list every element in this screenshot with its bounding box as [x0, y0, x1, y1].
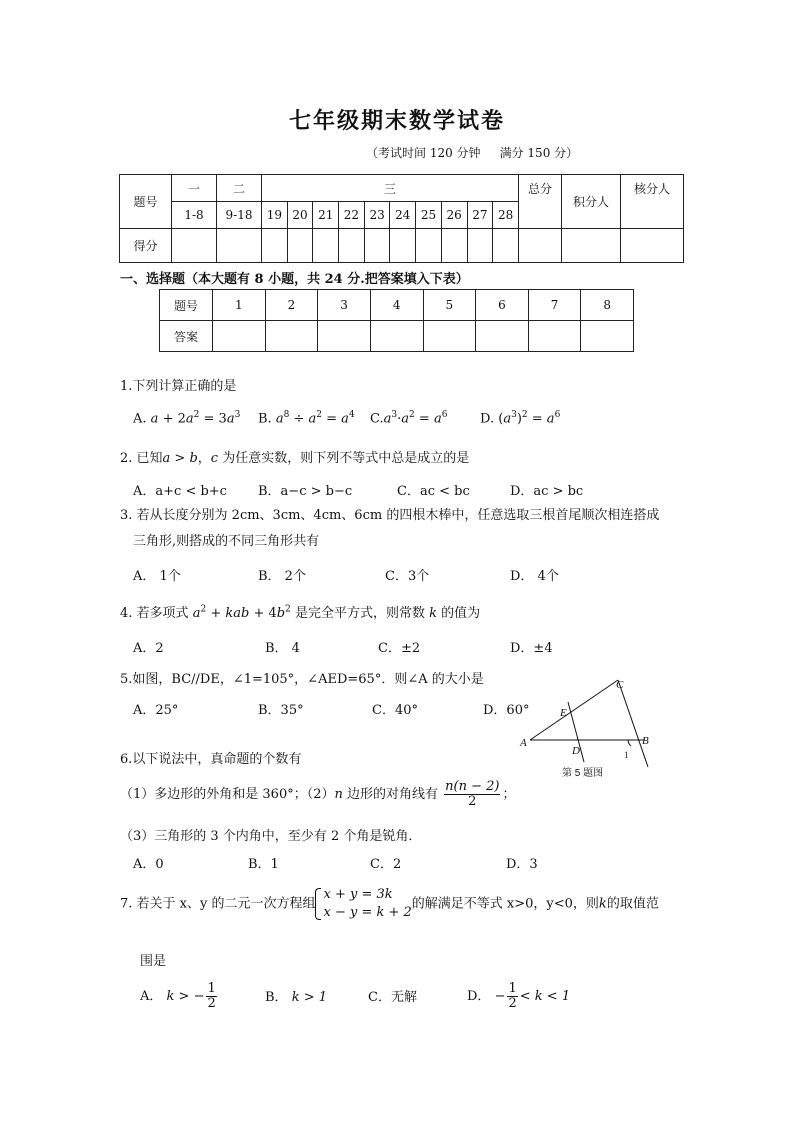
score-label-tihao: 题号 — [120, 175, 172, 229]
figure-caption: 第 5 题图 — [562, 768, 604, 779]
score-cell[interactable] — [493, 229, 519, 263]
score-part3: 三 — [262, 175, 519, 202]
q3-option-d: D． 4个 — [510, 569, 559, 584]
score-part1: 一 — [172, 175, 217, 202]
q5-stem: 5.如图，BC//DE，∠1=105°，∠AED=65°．则∠A 的大小是 — [120, 672, 484, 687]
score-cell[interactable] — [621, 229, 684, 263]
score-checker: 核分人 — [621, 175, 684, 229]
score-scorer: 积分人 — [562, 175, 621, 229]
q2-option-d: D．ac > bc — [510, 484, 584, 499]
q7-stem: 7. 若关于 x、y 的二元一次方程组 x + y = 3k x − y = k + 2 的解满足不等式 x>0，y<0，则k的取值范 — [120, 887, 659, 920]
q3-option-a: A． 1个 — [133, 569, 181, 584]
score-cell[interactable] — [364, 229, 390, 263]
q6-option-b: B．1 — [248, 857, 279, 872]
answer-num: 6 — [476, 290, 529, 321]
label-angle-1: 1 — [624, 750, 629, 760]
score-q24: 24 — [390, 202, 416, 229]
score-q20: 20 — [287, 202, 313, 229]
score-q26: 26 — [441, 202, 467, 229]
q1-option-d: D. $(a^3)^2 = a^6$ — [480, 410, 561, 427]
answer-cell[interactable] — [370, 321, 423, 352]
q1-option-c: $C.a^3\cdot a^2 = a^6$ — [370, 410, 448, 427]
answer-cell[interactable] — [423, 321, 476, 352]
answer-cell[interactable] — [528, 321, 581, 352]
label-e: E — [560, 707, 567, 719]
q6-statement-3: （3）三角形的 3 个内角中，至少有 2 个角是锐角． — [120, 829, 422, 844]
q1-option-a: A. $a + 2a^2 = 3a^3$ — [133, 410, 241, 427]
q3-stem-line1: 3. 若从长度分别为 2cm、3cm、4cm、6cm 的四根木棒中，任意选取三根首尾顺次相连搭成 — [120, 508, 660, 523]
score-q25: 25 — [416, 202, 442, 229]
score-q23: 23 — [364, 202, 390, 229]
q7-option-b: B． k > 1 — [265, 990, 328, 1005]
exam-info: （考试时间 120 分钟 满分 150 分） — [366, 146, 579, 160]
q6-option-d: D．3 — [506, 857, 538, 872]
q3-stem-line2: 三角形,则搭成的不同三角形共有 — [133, 534, 320, 549]
q4-option-a: A．2 — [133, 641, 164, 656]
answer-num: 3 — [318, 290, 371, 321]
score-cell[interactable] — [562, 229, 621, 263]
score-label-defen: 得分 — [120, 229, 172, 263]
score-cell[interactable] — [217, 229, 262, 263]
q7-option-a: A． k > − $\frac{1}{2}$ — [140, 981, 216, 1011]
answer-cell[interactable] — [318, 321, 371, 352]
q2-option-a: A．a+c < b+c — [133, 484, 227, 499]
answer-label-daan: 答案 — [160, 321, 213, 352]
score-range2: 9-18 — [217, 202, 262, 229]
q5-option-a: A．25° — [133, 703, 179, 718]
score-cell[interactable] — [519, 229, 562, 263]
score-cell[interactable] — [339, 229, 365, 263]
label-c: C — [616, 679, 624, 691]
answer-num: 5 — [423, 290, 476, 321]
q7-stem-line2: 围是 — [140, 954, 167, 969]
answer-num: 1 — [213, 290, 266, 321]
q4-option-c: C．±2 — [378, 641, 421, 656]
q2-stem: 2. 已知a > b，c 为任意实数，则下列不等式中总是成立的是 — [120, 451, 470, 466]
score-q19: 19 — [262, 202, 288, 229]
q7-option-c: C．无解 — [368, 990, 417, 1005]
score-q27: 27 — [467, 202, 493, 229]
score-cell[interactable] — [390, 229, 416, 263]
angle-1-arc — [628, 740, 631, 746]
answer-label-tihao: 题号 — [160, 290, 213, 321]
score-cell[interactable] — [467, 229, 493, 263]
q2-option-c: C．ac < bc — [397, 484, 470, 499]
line-cb — [618, 680, 648, 767]
section-heading: 一、选择题（本大题有 8 小题，共 24 分.把答案填入下表） — [120, 272, 469, 287]
q3-option-b: B． 2个 — [258, 569, 306, 584]
score-table — [119, 174, 684, 263]
answer-cell[interactable] — [476, 321, 529, 352]
answer-cell[interactable] — [581, 321, 634, 352]
q4-stem: 4. 若多项式 $a^2$ + kab + $4b^2$ 是完全平方式，则常数 k 的值为 — [120, 604, 481, 621]
score-range1: 1-8 — [172, 202, 217, 229]
score-cell[interactable] — [441, 229, 467, 263]
q4-option-b: B． 4 — [265, 641, 300, 656]
score-cell[interactable] — [416, 229, 442, 263]
score-q28: 28 — [493, 202, 519, 229]
q6-option-a: A．0 — [133, 857, 164, 872]
q1-option-b: B. $a^8 \div a^2 = a^4$ — [258, 410, 355, 427]
q5-option-d: D．60° — [483, 703, 530, 718]
label-a: A — [520, 737, 527, 749]
q6-stem: 6.以下说法中，真命题的个数有 — [120, 752, 302, 767]
q6-option-c: C．2 — [370, 857, 402, 872]
q5-option-c: C．40° — [372, 703, 418, 718]
equation-system: x + y = 3k x − y = k + 2 — [315, 886, 411, 922]
line-ac — [530, 680, 618, 740]
q2-option-b: B．a−c > b−c — [258, 484, 353, 499]
score-cell[interactable] — [313, 229, 339, 263]
q5-geometry-figure — [510, 672, 660, 782]
label-b: B — [642, 735, 649, 747]
page-title: 七年级期末数学试卷 — [288, 108, 505, 134]
answer-num: 8 — [581, 290, 634, 321]
answer-num: 2 — [265, 290, 318, 321]
score-q22: 22 — [339, 202, 365, 229]
score-total: 总分 — [519, 175, 562, 229]
answer-num: 7 — [528, 290, 581, 321]
answer-cell[interactable] — [265, 321, 318, 352]
score-part2: 二 — [217, 175, 262, 202]
q3-option-c: C．3个 — [385, 569, 430, 584]
q4-option-d: D．±4 — [510, 641, 553, 656]
label-d: D — [572, 745, 580, 757]
score-cell[interactable] — [262, 229, 288, 263]
answer-cell[interactable] — [213, 321, 266, 352]
score-cell[interactable] — [172, 229, 217, 263]
score-cell[interactable] — [287, 229, 313, 263]
answer-table — [159, 289, 634, 352]
q5-option-b: B．35° — [258, 703, 304, 718]
q1-stem: 1.下列计算正确的是 — [120, 379, 237, 394]
q7-option-d: D． − $\frac{1}{2}$ < k < 1 — [467, 981, 571, 1011]
q6-statement-1-2: （1）多边形的外角和是 360°；（2）n 边形的对角线有 $\frac{n(n - 2)}{2}$ ； — [120, 779, 516, 809]
answer-num: 4 — [370, 290, 423, 321]
score-q21: 21 — [313, 202, 339, 229]
